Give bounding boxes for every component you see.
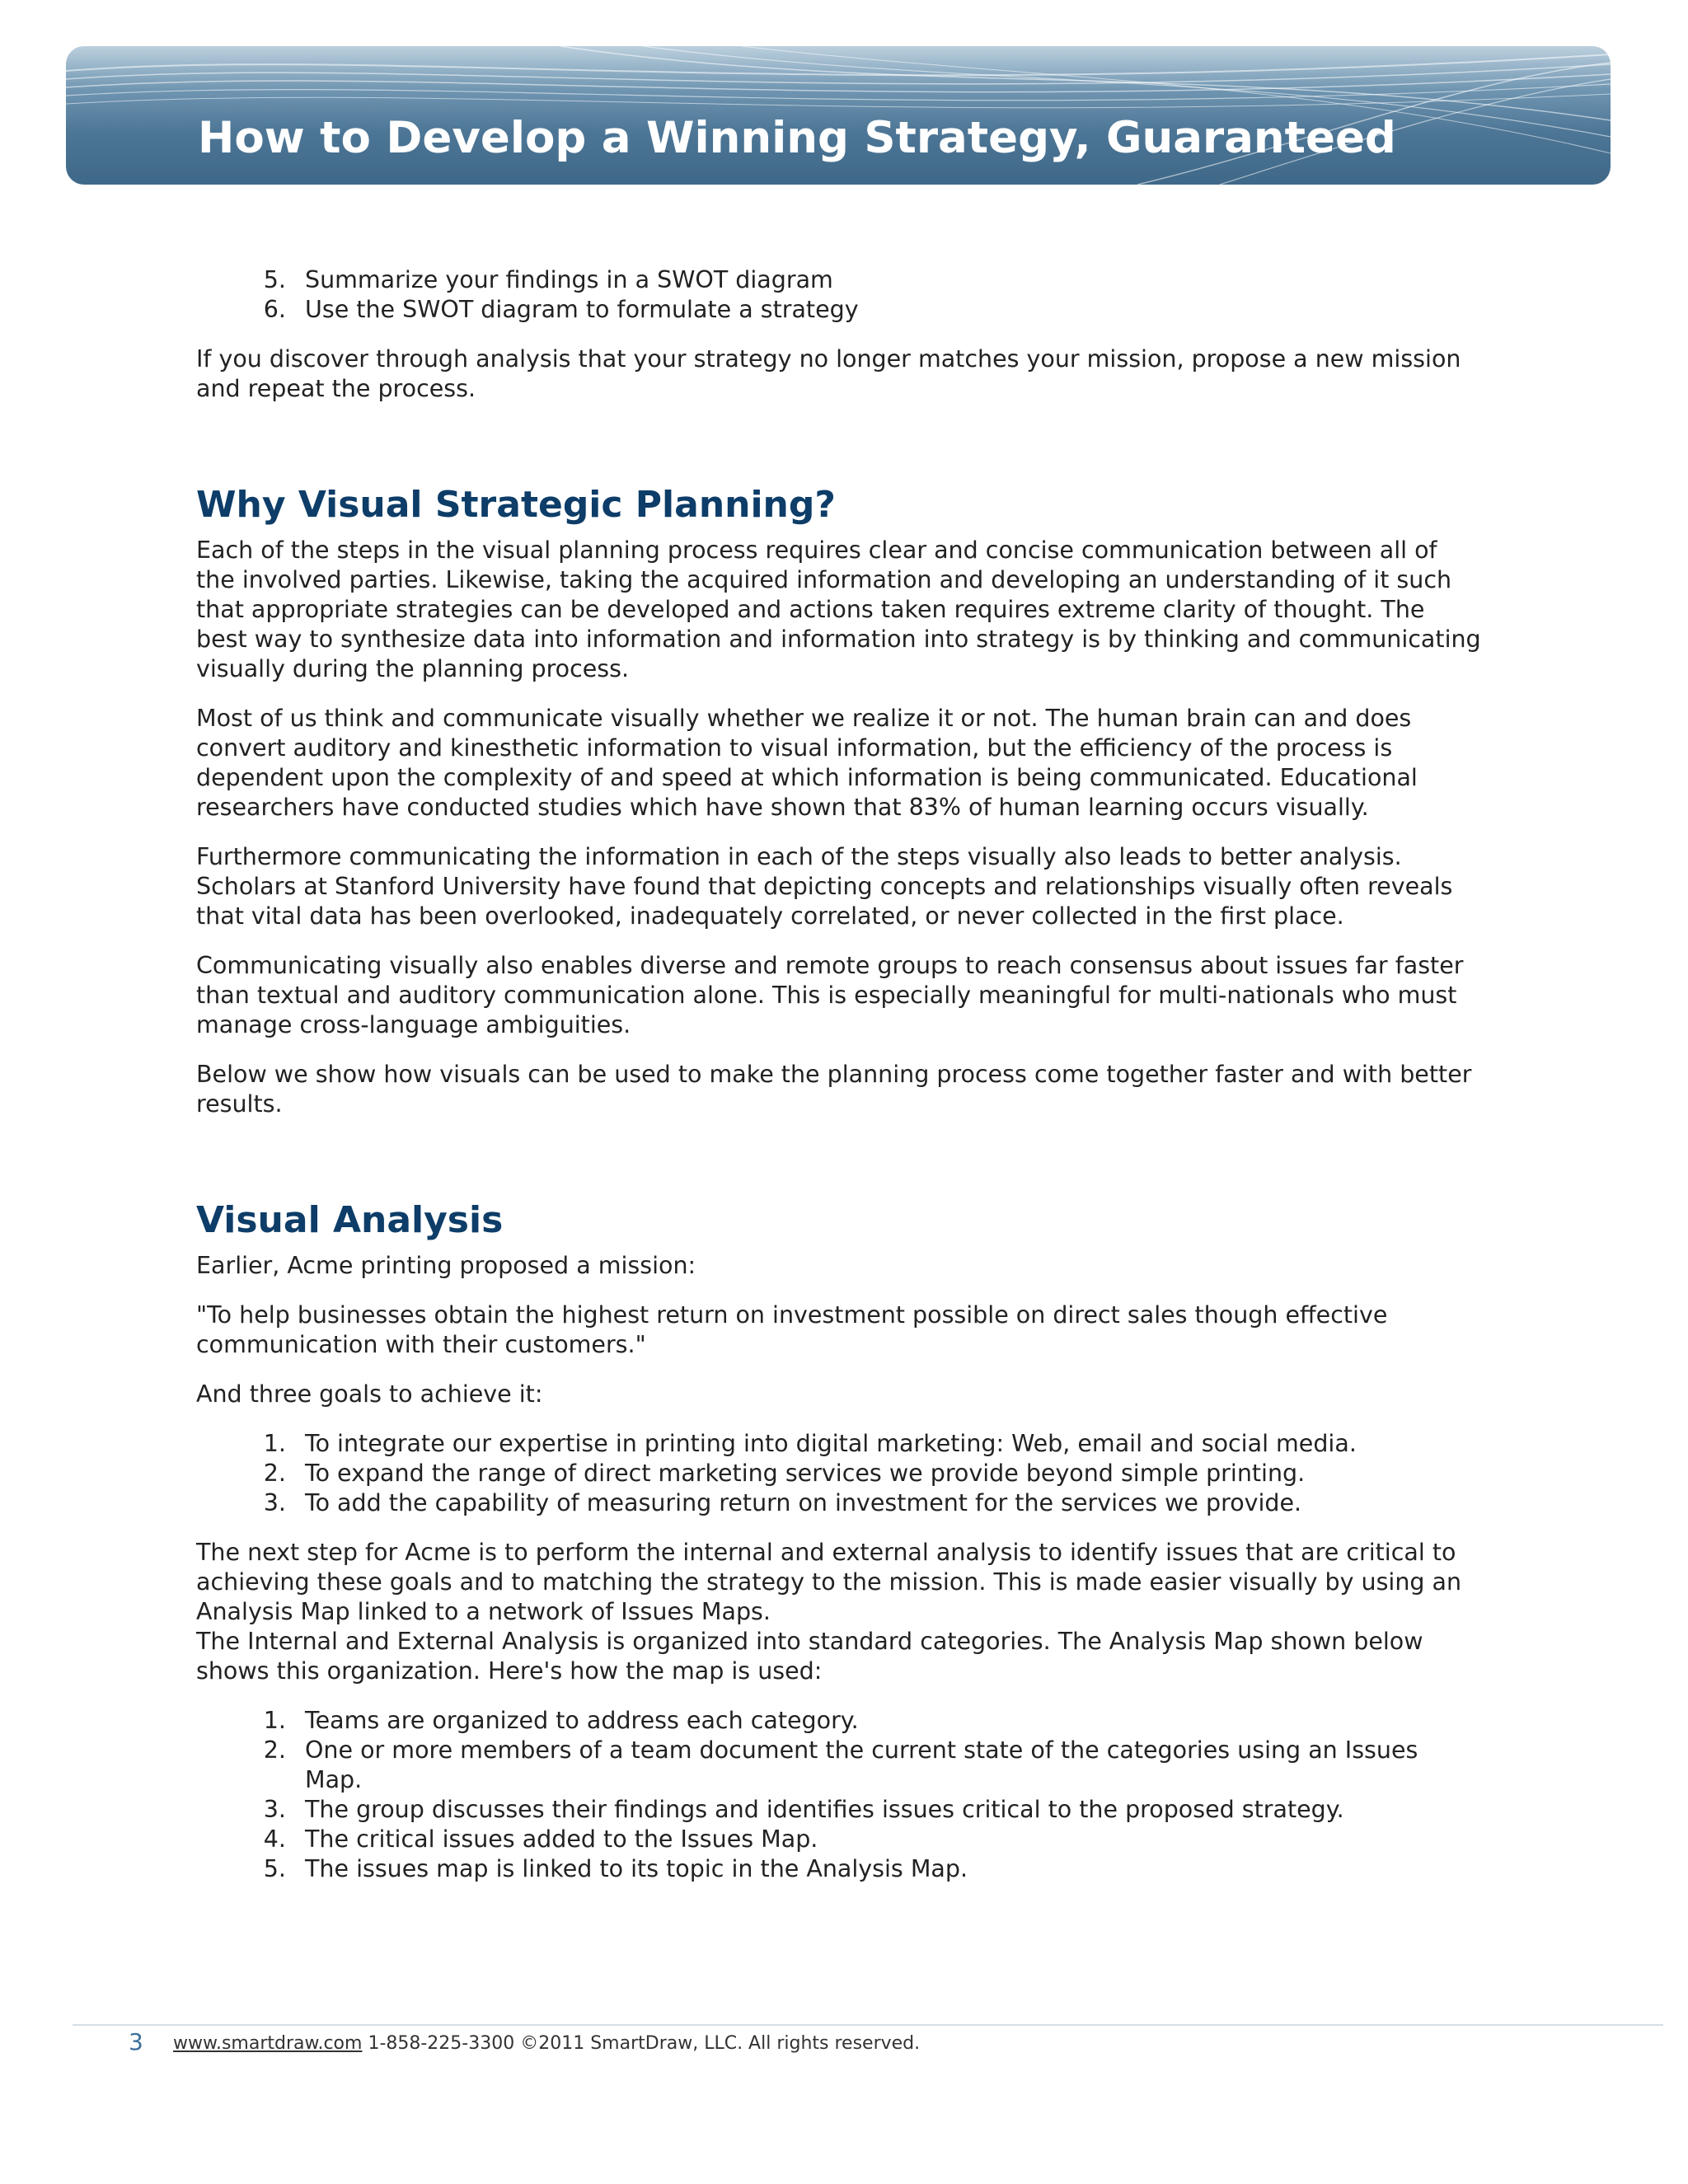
list-item: 2. One or more members of a team document the current state of the categories using an Issues Map. (293, 1736, 1482, 1795)
list-item: 4. The critical issues added to the Issues Map. (293, 1825, 1482, 1854)
section-heading-why-visual: Why Visual Strategic Planning? (196, 484, 836, 526)
document-body (196, 265, 1482, 1904)
footer-text (173, 2031, 920, 2057)
list-item: 2. To expand the range of direct marketing services we provide beyond simple printing. (293, 1459, 1482, 1488)
paragraph: The Internal and External Analysis is organized into standard categories. The Analysis Map shown below shows this organization. Here's how the map is used: (196, 1628, 1423, 1685)
intro-list (196, 265, 1482, 325)
paragraph: And three goals to achieve it: (196, 1380, 543, 1408)
footer-copyright: 1-858-225-3300 ©2011 SmartDraw, LLC. All rights reserved. (362, 2033, 921, 2054)
header-banner (66, 46, 1611, 185)
list-item: 3. The group discusses their findings and identifies issues critical to the proposed strategy. (293, 1795, 1482, 1825)
paragraph: Below we show how visuals can be used to make the planning process come together faster and with better results. (196, 1061, 1472, 1118)
steps-list (196, 1706, 1482, 1884)
paragraph: Communicating visually also enables diverse and remote groups to reach consensus about issues far faster than textual and auditory communication alone. This is especially meaningful for multi-nationals who must manage cross-language ambiguities. (196, 952, 1464, 1038)
goals-list (196, 1429, 1482, 1518)
website-link[interactable]: www.smartdraw.com (173, 2033, 363, 2054)
paragraph: Furthermore communicating the information in each of the steps visually also leads to better analysis. Scholars at Stanford University have found that depicting concepts and relationships visually often reveals that vital data has been overlooked, inadequately correlated, or never collected in the first place. (196, 843, 1453, 930)
list-item: 1. To integrate our expertise in printing into digital marketing: Web, email and social media. (293, 1429, 1482, 1459)
intro-paragraph: If you discover through analysis that your strategy no longer matches your mission, propose a new mission and repeat the process. (196, 345, 1461, 402)
list-item: 5. The issues map is linked to its topic in the Analysis Map. (293, 1854, 1482, 1884)
page-title: How to Develop a Winning Strategy, Guaranteed (198, 113, 1396, 163)
mission-quote: "To help businesses obtain the highest return on investment possible on direct sales though effective communication with their customers." (196, 1301, 1388, 1358)
list-item: 5. Summarize your findings in a SWOT diagram (293, 265, 1482, 295)
footer-divider (73, 2024, 1663, 2026)
page-number: 3 (129, 2028, 143, 2055)
section-heading-visual-analysis: Visual Analysis (196, 1199, 504, 1241)
paragraph: Each of the steps in the visual planning process requires clear and concise communication between all of the involved parties. Likewise, taking the acquired information and developing an understanding of it such that appropriate strategies can be developed and actions taken requires extreme clarity of thought. The best way to synthesize data into information and information into strategy is by thinking and communicating visually during the planning process. (196, 537, 1481, 682)
list-item: 6. Use the SWOT diagram to formulate a strategy (293, 295, 1482, 325)
paragraph: Most of us think and communicate visually whether we realize it or not. The human brain can and does convert auditory and kinesthetic information to visual information, but the efficiency of the process is dependent upon the complexity of and speed at which information is being communicated. Educational researchers have conducted studies which have shown that 83% of human learning occurs visually. (196, 705, 1418, 821)
list-item: 1. Teams are organized to address each category. (293, 1706, 1482, 1736)
paragraph: Earlier, Acme printing proposed a mission: (196, 1252, 696, 1279)
list-item: 3. To add the capability of measuring return on investment for the services we provide. (293, 1488, 1482, 1518)
paragraph: The next step for Acme is to perform the internal and external analysis to identify issues that are critical to achieving these goals and to matching the strategy to the mission. This is made easier visually by using an Analysis Map linked to a network of Issues Maps. (196, 1539, 1462, 1625)
